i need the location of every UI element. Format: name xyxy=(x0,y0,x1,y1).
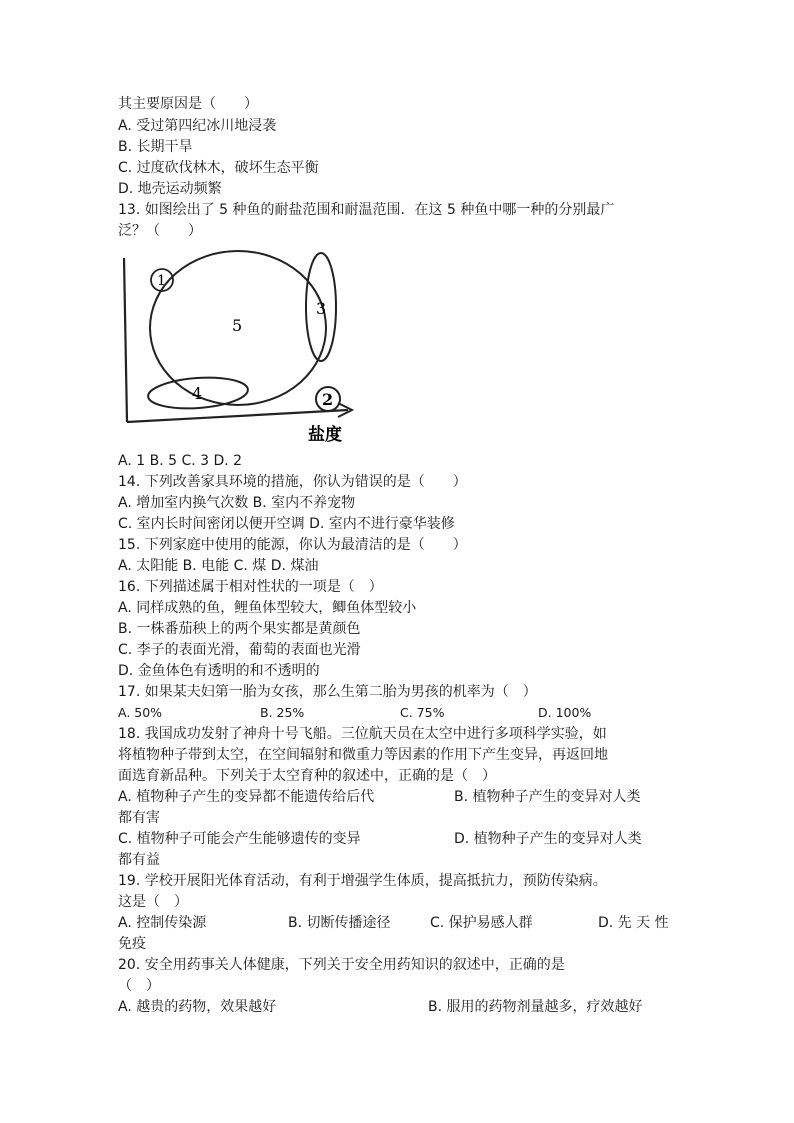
axis-label-salinity: 盐度 xyxy=(308,425,342,445)
x-axis xyxy=(127,410,348,422)
q17-option-d: D. 100% xyxy=(538,705,592,720)
q18-stem-line2: 将植物种子带到太空，在空间辐射和微重力等因素的作用下产生变异，再返回地 xyxy=(118,747,608,763)
fish-label-4: 4 xyxy=(192,384,203,403)
q14-options-line2: C. 室内长时间密闭以便开空调 D. 室内不进行豪华装修 xyxy=(118,516,455,532)
q14-stem: 14. 下列改善家具环境的措施，你认为错误的是（ ） xyxy=(118,474,467,490)
q12-option-b: B. 长期干旱 xyxy=(118,139,193,155)
q17-option-a: A. 50% xyxy=(118,705,163,720)
q20-stem-line1: 20. 安全用药事关人体健康，下列关于安全用药知识的叙述中，正确的是 xyxy=(118,957,565,973)
q13-options: A. 1 B. 5 C. 3 D. 2 xyxy=(118,453,243,469)
q13-stem-line1: 13. 如图绘出了 5 种鱼的耐盐范围和耐温范围．在这 5 种鱼中哪一种的分别最广 xyxy=(118,202,615,218)
q18-option-c: C. 植物种子可能会产生能够遗传的变异 xyxy=(118,831,361,847)
q18-option-a: A. 植物种子产生的变异都不能遗传给后代 xyxy=(118,789,375,805)
q20-option-a: A. 越贵的药物，效果越好 xyxy=(118,999,277,1015)
q16-option-a: A. 同样成熟的鱼，鲤鱼体型较大，鲫鱼体型较小 xyxy=(118,600,417,616)
q12-stem: 其主要原因是（ ） xyxy=(118,96,258,112)
q16-option-d: D. 金鱼体色有透明的和不透明的 xyxy=(118,663,320,679)
q13-stem-line2: 泛？（ ） xyxy=(118,223,202,239)
q18-option-b: B. 植物种子产生的变异对人类 xyxy=(454,789,641,805)
q19-stem-line1: 19. 学校开展阳光体育活动，有利于增强学生体质，提高抵抗力，预防传染病。 xyxy=(118,873,607,889)
q20-option-b: B. 服用的药物剂量越多，疗效越好 xyxy=(428,999,643,1015)
fish-label-2: 2 xyxy=(322,390,334,409)
q19-option-d: D. 先 天 性 xyxy=(598,915,669,931)
q14-options-line1: A. 增加室内换气次数 B. 室内不养宠物 xyxy=(118,495,356,511)
q17-option-c: C. 75% xyxy=(400,705,445,720)
q19-option-c: C. 保护易感人群 xyxy=(430,915,533,931)
q16-option-c: C. 李子的表面光滑，葡萄的表面也光滑 xyxy=(118,642,361,658)
q12-option-c: C. 过度砍伐林木，破坏生态平衡 xyxy=(118,160,319,176)
q16-option-b: B. 一株番茄秧上的两个果实都是黄颜色 xyxy=(118,621,361,637)
q15-stem: 15. 下列家庭中使用的能源，你认为最清洁的是（ ） xyxy=(118,537,467,553)
fish-label-1: 1 xyxy=(157,273,166,289)
q18-option-d-cont: 都有益 xyxy=(118,852,160,868)
q18-stem-line1: 18. 我国成功发射了神舟十号飞船。三位航天员在太空中进行多项科学实验，如 xyxy=(118,726,607,742)
q18-option-d: D. 植物种子产生的变异对人类 xyxy=(454,831,642,847)
q20-stem-line2: （ ） xyxy=(118,978,160,994)
fish-label-5: 5 xyxy=(232,316,243,335)
q12-option-d: D. 地壳运动频繁 xyxy=(118,181,222,197)
q17-option-b: B. 25% xyxy=(260,705,305,720)
q19-option-b: B. 切断传播途径 xyxy=(288,915,391,931)
q18-option-b-cont: 都有害 xyxy=(118,810,160,826)
q16-stem: 16. 下列描述属于相对性状的一项是（ ） xyxy=(118,579,383,595)
q19-option-d-cont: 免疫 xyxy=(118,936,146,952)
q18-stem-line3: 面选育新品种。下列关于太空育种的叙述中，正确的是（ ） xyxy=(118,768,496,784)
q17-stem: 17. 如果某夫妇第一胎为女孩，那么生第二胎为男孩的机率为（ ） xyxy=(118,684,537,700)
fish-range-figure xyxy=(110,250,370,450)
q12-option-a: A. 受过第四纪冰川地浸袭 xyxy=(118,118,277,134)
q19-option-a: A. 控制传染源 xyxy=(118,915,207,931)
q19-stem-line2: 这是（ ） xyxy=(118,894,188,910)
q15-options: A. 太阳能 B. 电能 C. 煤 D. 煤油 xyxy=(118,558,319,574)
y-axis xyxy=(124,258,127,422)
fish-label-3: 3 xyxy=(316,299,327,318)
